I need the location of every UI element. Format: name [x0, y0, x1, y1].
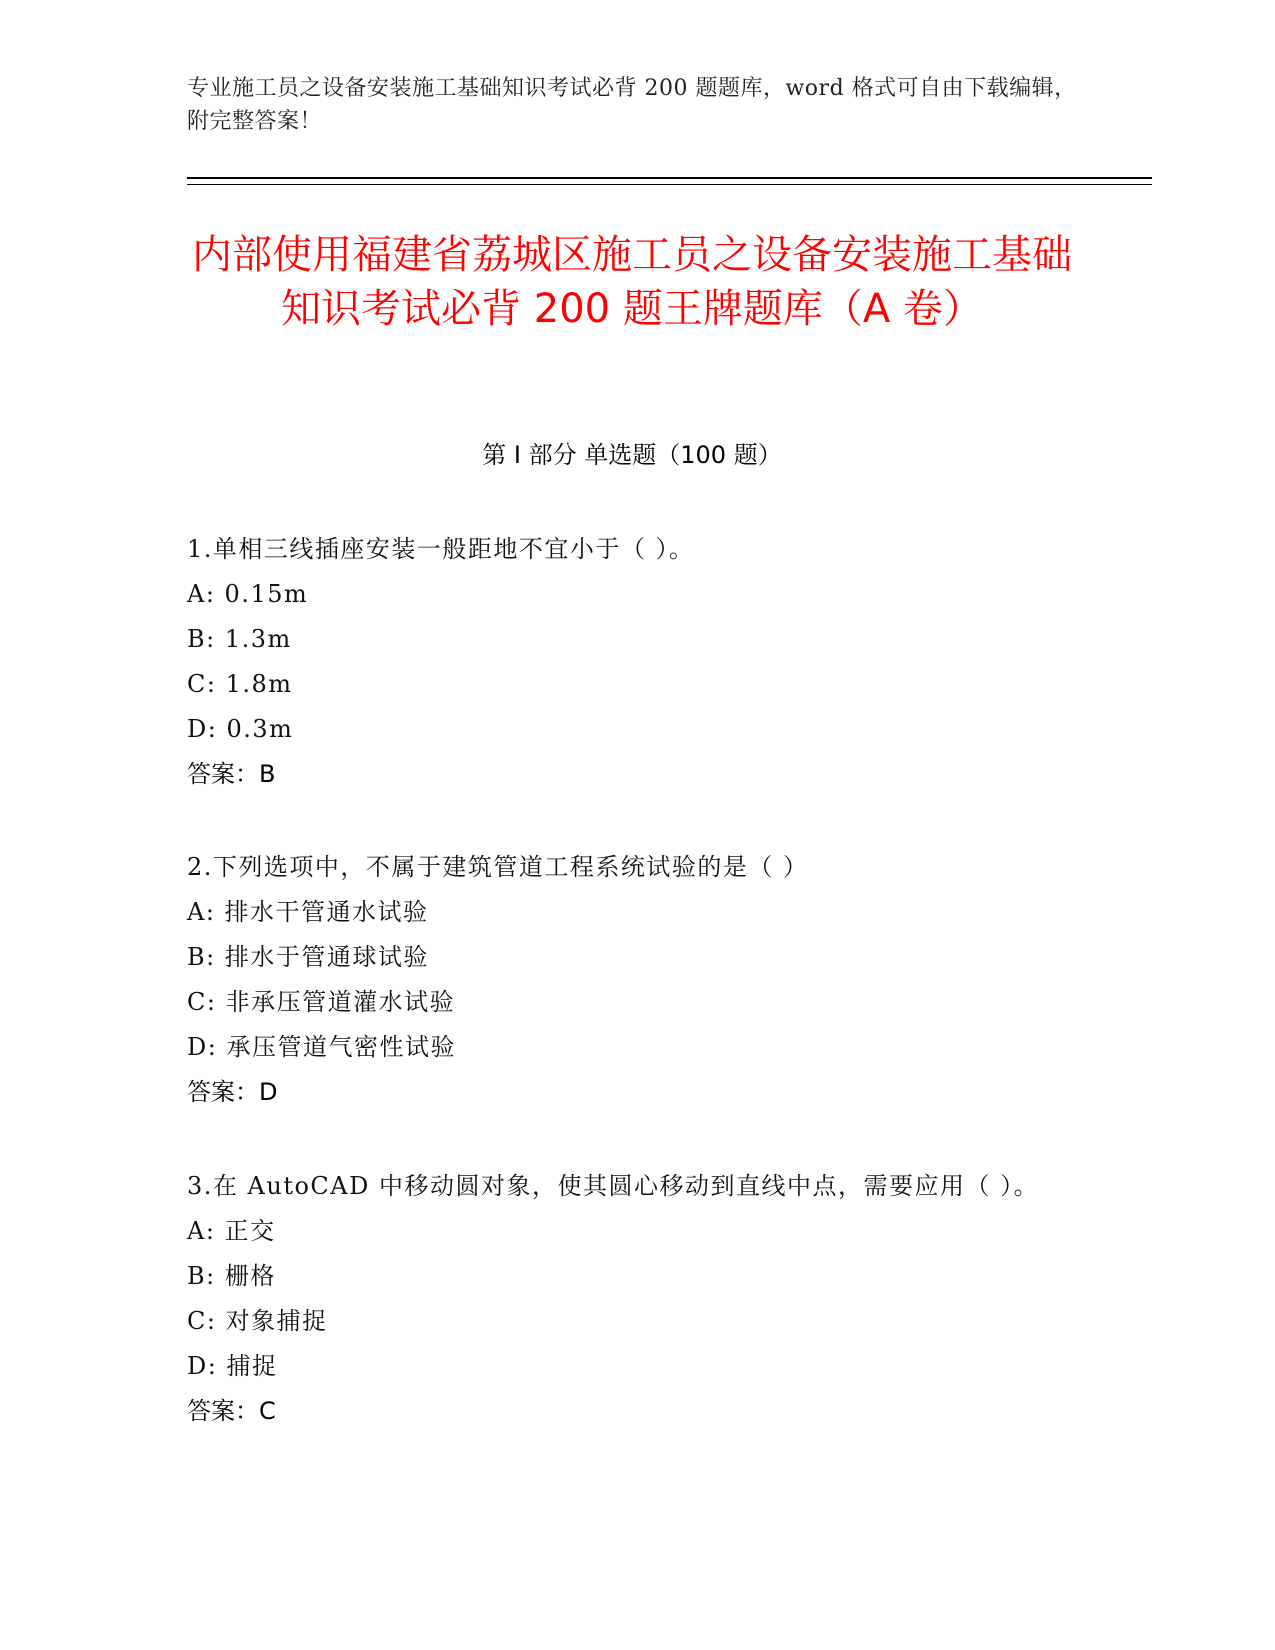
option-c: C: 1.8m: [187, 670, 293, 698]
question-stem: 3.在 AutoCAD 中移动圆对象，使其圆心移动到直线中点，需要应用（ ）。: [187, 1172, 1040, 1200]
question-1: [187, 527, 1087, 797]
answer: 答案：C: [187, 1397, 276, 1425]
option-c: C: 对象捕捉: [187, 1307, 328, 1335]
header-rule-thin: [187, 184, 1152, 185]
document-title: 内部使用福建省荔城区施工员之设备安装施工基础知识考试必背 200 题王牌题库（A 卷）: [192, 232, 1072, 332]
option-d: D: 承压管道气密性试验: [187, 1033, 456, 1061]
option-a: A: 正交: [187, 1217, 276, 1245]
option-b: B: 栅格: [187, 1262, 276, 1290]
answer: 答案：B: [187, 760, 276, 788]
section-title: 第 I 部分 单选题（100 题）: [482, 441, 782, 469]
option-b: B: 排水于管通球试验: [187, 943, 429, 971]
question-stem: 2.下列选项中，不属于建筑管道工程系统试验的是（ ）: [187, 853, 809, 881]
header-note: 专业施工员之设备安装施工基础知识考试必背 200 题题库，word 格式可自由下载编辑，附完整答案！: [187, 76, 1077, 134]
header-rule-thick: [187, 177, 1152, 179]
answer: 答案：D: [187, 1078, 278, 1106]
option-c: C: 非承压管道灌水试验: [187, 988, 456, 1016]
option-d: D: 0.3m: [187, 715, 294, 743]
question-3: [187, 1164, 1087, 1434]
option-d: D: 捕捉: [187, 1352, 278, 1380]
option-a: A: 排水干管通水试验: [187, 898, 429, 926]
question-stem: 1.单相三线插座安装一般距地不宜小于（ ）。: [187, 535, 695, 563]
option-a: A: 0.15m: [187, 580, 309, 608]
question-2: [187, 845, 1087, 1115]
option-b: B: 1.3m: [187, 625, 292, 653]
